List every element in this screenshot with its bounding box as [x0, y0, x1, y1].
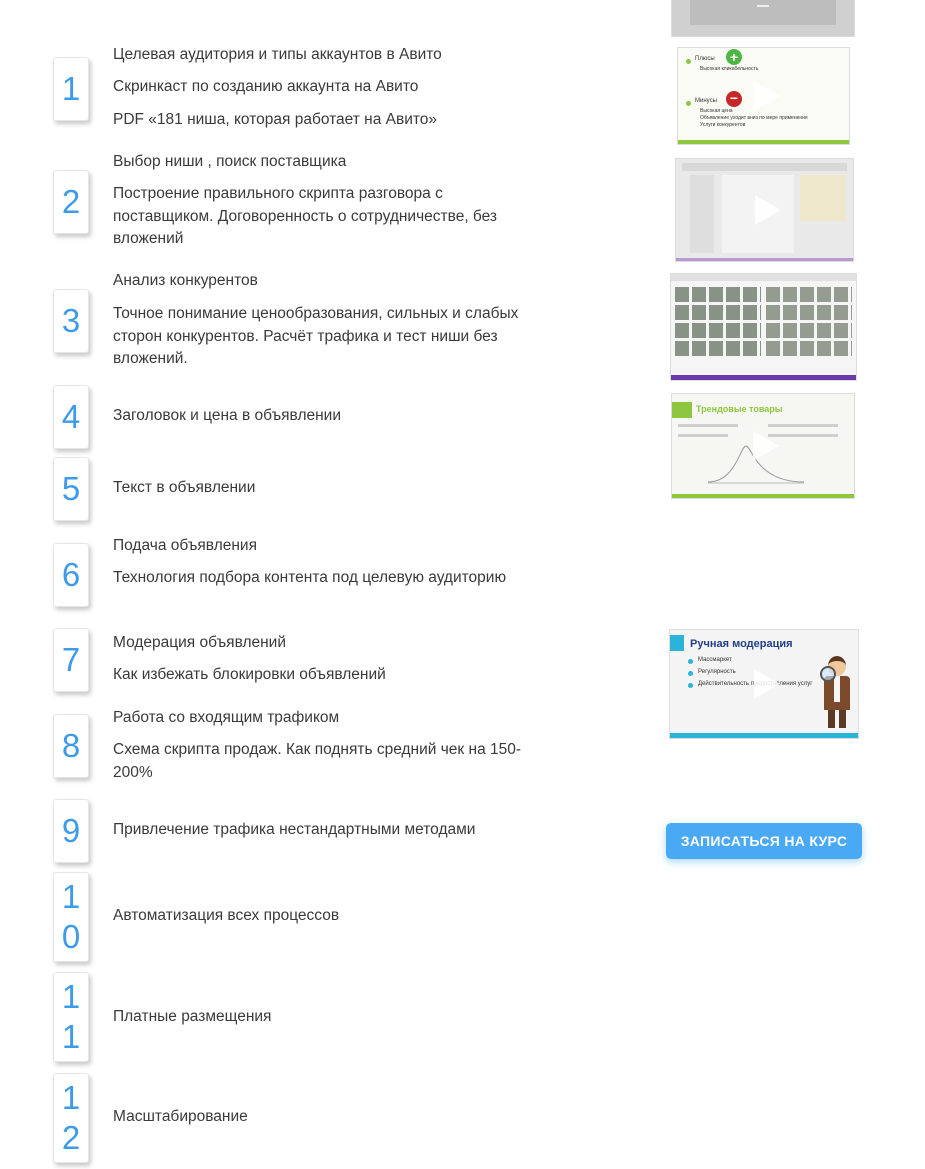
module-1-line-3: PDF «181 ниша, которая работает на Авито»	[113, 111, 438, 128]
module-number: 6	[61, 556, 81, 593]
module-number-badge	[53, 799, 89, 863]
minus-label: Минусы	[695, 98, 717, 104]
video-thumbnail-module-3[interactable]	[670, 273, 857, 381]
module-number: 3	[61, 302, 81, 339]
module-number: 5	[61, 470, 81, 507]
module-number-badge	[53, 872, 89, 962]
video-thumbnail-module-4[interactable]	[671, 393, 855, 499]
module-number-badge	[53, 385, 89, 449]
play-icon	[754, 669, 780, 699]
module-7-line-2: Как избежать блокировки объявлений	[113, 666, 386, 683]
minus-item-3: Услуги конкурентов	[700, 122, 746, 128]
module-10-title: Автоматизация всех процессов	[113, 907, 340, 924]
play-icon	[753, 431, 779, 461]
module-6-line-2: Технология подбора контента под целевую аудиторию	[113, 569, 507, 586]
plus-item: Высокая кликабельность	[700, 66, 759, 72]
play-icon	[755, 195, 781, 225]
video-thumbnail-partial[interactable]	[671, 0, 855, 37]
video-thumbnail-module-1[interactable]	[677, 47, 850, 145]
module-number-badge	[53, 714, 89, 778]
module-12-title: Масштабирование	[113, 1108, 248, 1125]
module-number-badge	[53, 170, 89, 234]
module-number-badge	[53, 57, 89, 121]
module-3-line-2: Точное понимание ценообразования, сильных и слабых сторон конкурентов. Расчёт трафика и тест ниши без вложений.	[113, 305, 519, 367]
module-11-title: Платные размещения	[113, 1008, 272, 1025]
moderation-item-3: Действительность предоставления услуг	[698, 681, 813, 687]
plus-label: Плюсы	[695, 56, 715, 62]
module-number-badge	[53, 628, 89, 692]
play-icon	[754, 81, 780, 111]
module-number: 1	[61, 70, 81, 107]
moderation-item-1: Массмаркет	[698, 657, 732, 663]
module-number: 8	[61, 727, 81, 764]
enroll-course-button[interactable]: ЗАПИСАТЬСЯ НА КУРС	[666, 823, 862, 859]
module-number-badge	[53, 972, 89, 1062]
module-4-title: Заголовок и цена в объявлении	[113, 407, 341, 424]
module-number: 7	[61, 641, 81, 678]
module-1-line-2: Скринкаст по созданию аккаунта на Авито	[113, 78, 419, 95]
module-1-title: Целевая аудитория и типы аккаунтов в Авито	[113, 46, 442, 63]
module-7-title: Модерация объявлений	[113, 634, 286, 651]
module-8-line-2: Схема скрипта продаж. Как поднять средний чек на 150-200%	[113, 741, 522, 781]
video-thumbnail-module-2[interactable]	[675, 158, 854, 262]
module-8-title: Работа со входящим трафиком	[113, 709, 340, 726]
module-2-title: Выбор ниши , поиск поставщика	[113, 153, 347, 170]
module-number: 10	[61, 878, 81, 955]
module-6-title: Подача объявления	[113, 537, 257, 554]
minus-icon: −	[726, 91, 742, 107]
module-number-badge	[53, 457, 89, 521]
module-5-title: Текст в объявлении	[113, 479, 256, 496]
module-2-line-2: Построение правильного скрипта разговора с поставщиком. Договоренность о сотрудничестве, без вложений	[113, 185, 498, 247]
slide-title: Трендовые товары	[696, 404, 783, 414]
module-number: 9	[61, 812, 81, 849]
module-number: 4	[61, 398, 81, 435]
module-number-badge	[53, 289, 89, 353]
module-number-badge	[53, 543, 89, 607]
moderation-item-2: Регулярность	[698, 669, 736, 675]
module-number: 2	[61, 183, 81, 220]
module-3-title: Анализ конкурентов	[113, 272, 258, 289]
module-number: 12	[61, 1079, 81, 1156]
slide-title: Ручная модерация	[690, 638, 793, 650]
minus-item-1: Высокая цена	[700, 108, 733, 114]
module-number: 11	[61, 978, 81, 1055]
inspector-character-icon	[820, 656, 852, 730]
minus-item-2: Объявление уходит вниз по мере применения	[700, 115, 808, 121]
video-thumbnail-module-7[interactable]	[669, 629, 859, 739]
plus-icon: +	[726, 49, 742, 65]
module-number-badge	[53, 1073, 89, 1163]
module-9-title: Привлечение трафика нестандартными методами	[113, 821, 476, 838]
